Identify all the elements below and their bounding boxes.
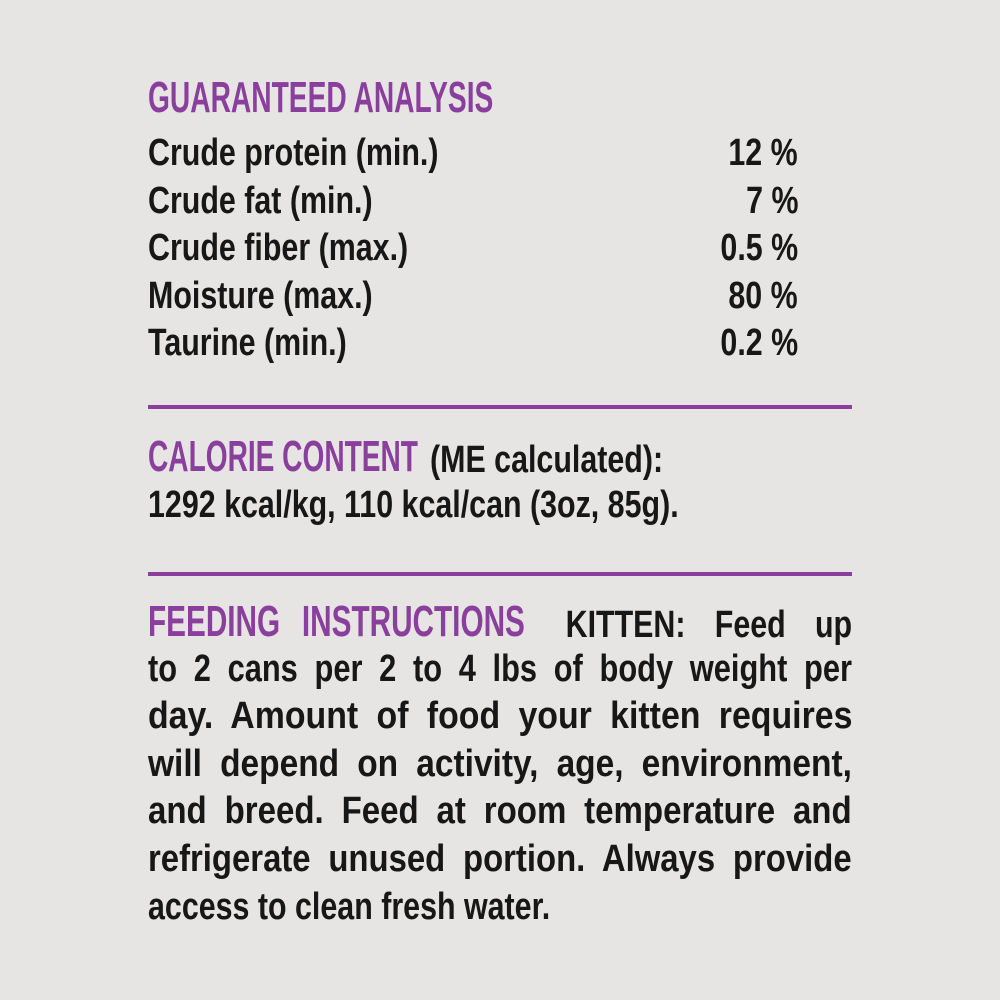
row-value: 12 % [728, 132, 798, 174]
guaranteed-analysis-title-text: GUARANTEED ANALYSIS [148, 73, 494, 122]
paragraph-line: and breed. Feed at room temperature and [148, 790, 852, 833]
row-value: 80 % [728, 274, 798, 317]
row-value: 7 % [745, 179, 798, 222]
label-content [148, 0, 852, 1000]
feeding-instructions-title: FEEDING INSTRUCTIONS [148, 597, 525, 646]
feeding-instructions-line [148, 884, 852, 932]
feeding-instructions-line [148, 788, 852, 836]
table-row [148, 319, 852, 367]
feeding-instructions [148, 598, 852, 931]
paragraph-line: refrigerate unused portion. Always provide [148, 837, 852, 880]
separator-line [148, 405, 852, 409]
calorie-content-body-text: 1292 kcal/kg, 110 kcal/can (3oz, 85g). [148, 484, 679, 526]
calorie-content-heading [148, 433, 852, 481]
calorie-content-subtitle: (ME calculated): [430, 439, 664, 481]
row-label: Crude fat (min.) [148, 179, 373, 222]
row-label: Crude fiber (max.) [148, 227, 409, 270]
paragraph-line: will depend on activity, age, environment, [148, 742, 852, 785]
row-label: Taurine (min.) [148, 322, 347, 365]
table-row [148, 224, 852, 272]
row-value: 0.5 % [720, 227, 798, 270]
feeding-instructions-line [148, 836, 852, 884]
feeding-instructions-line [148, 693, 852, 741]
row-label: Crude protein (min.) [148, 132, 439, 174]
guaranteed-analysis-title [148, 74, 687, 122]
calorie-content-title: CALORIE CONTENT [148, 432, 418, 481]
calorie-content-body [148, 481, 811, 529]
feeding-instructions-line [148, 598, 852, 646]
row-value: 0.2 % [720, 322, 798, 365]
feeding-instructions-line [148, 741, 852, 789]
feeding-instructions-line [148, 646, 852, 694]
paragraph-line: to 2 cans per 2 to 4 lbs of body weight per [148, 647, 853, 690]
paragraph-line: day. Amount of food your kitten requires [148, 695, 853, 738]
table-row [148, 177, 852, 225]
guaranteed-analysis-table [148, 129, 852, 367]
table-row [148, 272, 852, 320]
paragraph-line: access to clean fresh water. [148, 885, 551, 928]
separator-line [148, 572, 852, 576]
table-row [148, 129, 852, 177]
row-label: Moisture (max.) [148, 274, 373, 317]
paragraph-line: KITTEN: Feed up [565, 604, 852, 646]
